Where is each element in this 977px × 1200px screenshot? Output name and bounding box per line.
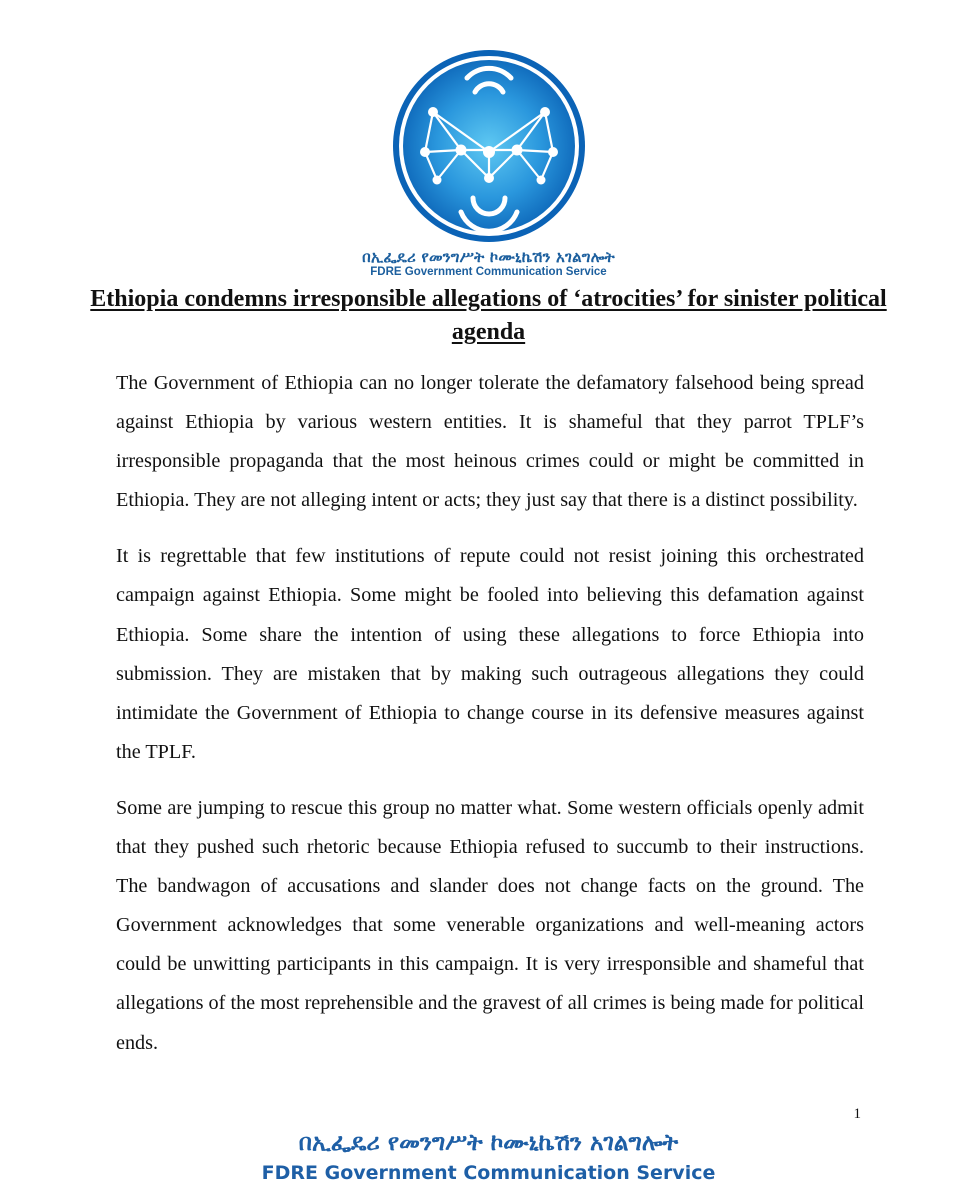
document-body	[116, 364, 864, 1080]
paragraph-2: It is regrettable that few institutions of repute could not resist joining this orchestrated campaign against Ethiopia. Some might be fooled into believing this defamation against Ethiopia. Some share the intention of using these allegations to force Ethiopia into submission. They are mistaken that by making such outrageous allegations they could intimidate the Government of Ethiopia to change course in its defensive measures against the TPLF.	[116, 545, 864, 763]
logo-amharic-text: በኢፌዴሪ የመንግሥት ኮሙኒኬሽን አገልግሎት	[362, 248, 615, 266]
document-title: Ethiopia condemns irresponsible allegations of ‘atrocities’ for sinister political agenda	[90, 286, 887, 345]
page-footer	[0, 1127, 977, 1187]
network-globe-icon	[391, 48, 587, 244]
paragraph-1: The Government of Ethiopia can no longer tolerate the defamatory falsehood being spread against Ethiopia by various western entities. It is shameful that they parrot TPLF’s irresponsible propaganda that the most heinous crimes could or might be committed in Ethiopia. They are not alleging intent or acts; they just say that there is a distinct possibility.	[116, 372, 864, 512]
page-number: 1	[853, 1106, 861, 1122]
logo-english-text: FDRE Government Communication Service	[370, 266, 607, 278]
header-logo	[0, 48, 977, 278]
footer-amharic-text: በኢፌዴሪ የመንግሥት ኮሙኒኬሽን አገልግሎት	[298, 1130, 679, 1156]
paragraph-3: Some are jumping to rescue this group no matter what. Some western officials openly admit that they pushed such rhetoric because Ethiopia refused to succumb to their instructions. The bandwagon of accusations and slander does not change facts on the ground. The Government acknowledges that some venerable organizations and well-meaning actors could be unwitting participants in this campaign. It is very irresponsible and shameful that allegations of the most reprehensible and the gravest of all crimes is being made for political ends.	[116, 796, 864, 1054]
footer-english-text: FDRE Government Communication Service	[261, 1162, 716, 1184]
